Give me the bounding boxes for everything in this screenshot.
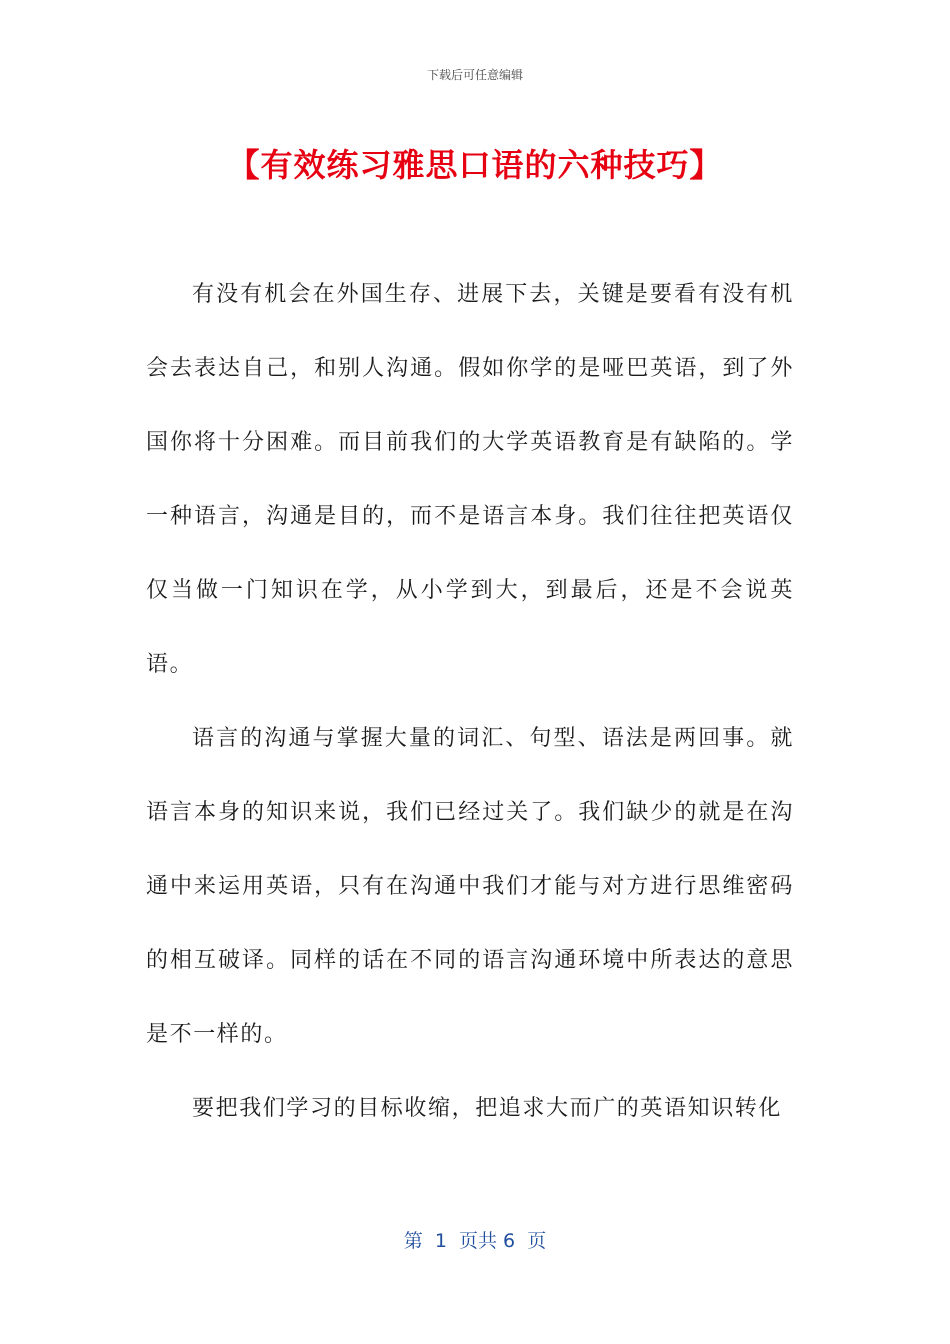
body-paragraph-2: 语言的沟通与掌握大量的词汇、句型、语法是两回事。就语言本身的知识来说，我们已经过关了。我们缺少的就是在沟通中来运用英语，只有在沟通中我们才能与对方进行思维密码的相互破译。同样的话在不同的语言沟通环境中所表达的意思是不一样的。	[146, 726, 794, 1047]
header-note: 下载后可任意编辑	[426, 68, 523, 82]
document-title: 【有效练习雅思口语的六种技巧】	[227, 146, 723, 184]
page-number-footer: 第 1 页共 6 页	[403, 1230, 547, 1252]
body-paragraph-1: 有没有机会在外国生存、进展下去，关键是要看有没有机会去表达自己，和别人沟通。假如你学的是哑巴英语，到了外国你将十分困难。而目前我们的大学英语教育是有缺陷的。学一种语言，沟通是目的，而不是语言本身。我们往往把英语仅仅当做一门知识在学，从小学到大，到最后，还是不会说英语。	[146, 282, 794, 677]
body-paragraph-3: 要把我们学习的目标收缩，把追求大而广的英语知识转化	[192, 1096, 783, 1121]
